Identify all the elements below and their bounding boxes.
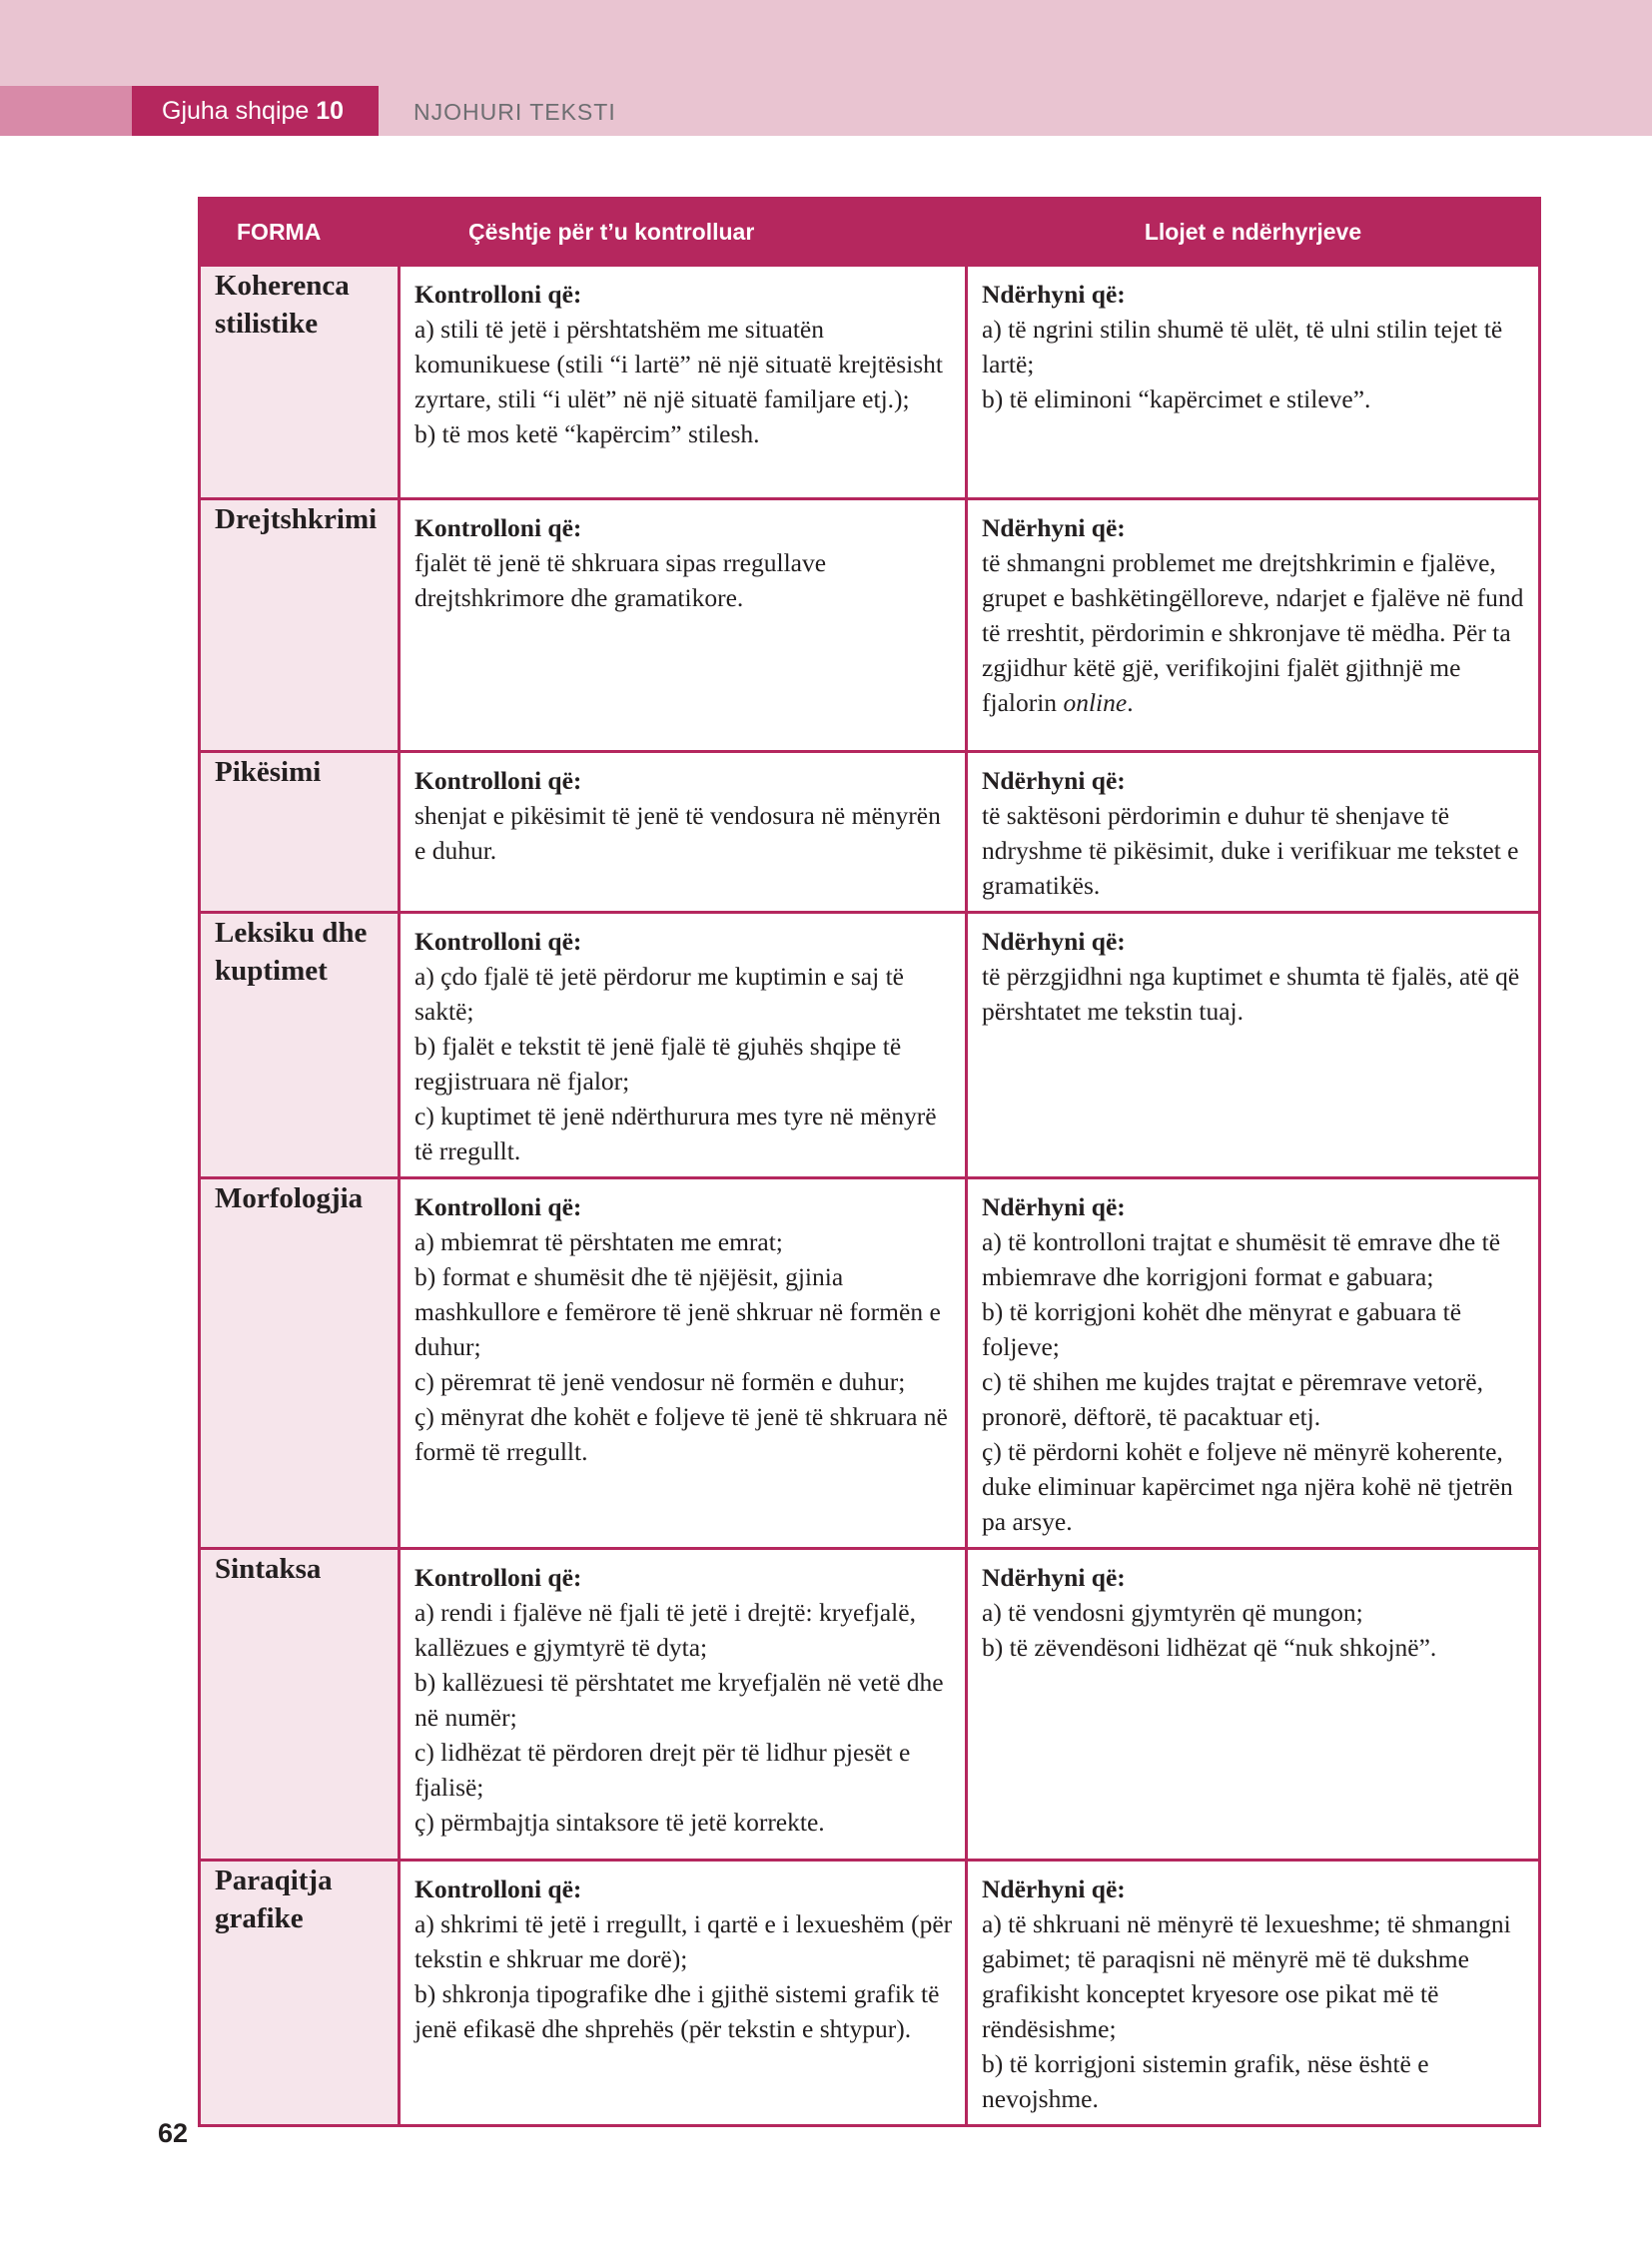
check-body: a) stili të jetë i përshtatshëm me situatën komunikuese (stili “i lartë” në një situatë krejtësisht zyrtare, stili “i ulët” në një situatë familjare etj.); b) të mos ketë “kapërcim” stilesh. (414, 315, 943, 448)
action-cell (967, 499, 1540, 752)
book-number: 10 (316, 97, 345, 125)
forma-cell: Paraqitja grafike (200, 1861, 400, 2126)
check-body: shenjat e pikësimit të jenë të vendosura në mënyrën e duhur. (414, 801, 941, 865)
check-cell (400, 1178, 967, 1549)
column-header-llojet: Llojet e ndërhyrjeve (967, 199, 1540, 266)
check-body: a) mbiemrat të përshtaten me emrat; b) format e shumësit dhe të njëjësit, gjinia mashkullore e femërore të jenë shkruar në formën e duhur; c) përemrat të jenë vendosur në formën e duhur; ç) mënyrat dhe kohët e foljeve të jenë të shkruara në formë të rregullt. (414, 1227, 948, 1466)
check-text (414, 312, 957, 451)
forma-cell: Drejtshkrimi (200, 499, 400, 752)
action-lead: Ndërhyni që: (982, 1874, 1126, 1903)
table-row (200, 913, 1540, 1178)
action-cell (967, 1861, 1540, 2126)
check-text (414, 1595, 957, 1840)
action-body: a) të shkruani në mënyrë të lexueshme; të shmangni gabimet; të paraqisni në mënyrë më të dukshme grafikisht konceptet kryesore ose pikat më të rëndësishme; b) të korrigjoni sistemin grafik, nëse është e nevojshme. (982, 1909, 1511, 2113)
action-body: a) të vendosni gjymtyrën që mungon; b) të zëvendësoni lidhëzat që “nuk shkojnë”. (982, 1598, 1437, 1662)
action-lead: Ndërhyni që: (982, 766, 1126, 795)
page-number: 62 (158, 2118, 189, 2148)
check-cell (400, 266, 967, 499)
section-title: NJOHURI TEKSTI (413, 99, 616, 125)
action-text (982, 545, 1530, 720)
action-body: të shmangni problemet me drejtshkrimin e fjalëve, grupet e bashkëtingëlloreve, ndarjet e fjalëve në fund të rreshtit, përdorimin e shkronjave të mëdha. Për ta zgjidhur këtë gjë, verifikojini fjalët gjithnjë me fjalorin (982, 548, 1524, 717)
check-cell (400, 1549, 967, 1861)
action-body: të përzgjidhni nga kuptimet e shumta të fjalës, atë që përshtatet me tekstin tuaj. (982, 962, 1520, 1026)
action-end: . (1127, 688, 1134, 717)
action-text (982, 959, 1530, 1029)
table-row (200, 1861, 1540, 2126)
action-lead: Ndërhyni që: (982, 513, 1126, 542)
check-lead: Kontrolloni që: (414, 513, 582, 542)
forma-cell: Morfologjia (200, 1178, 400, 1549)
book-title-tab (132, 86, 379, 136)
check-body: fjalët të jenë të shkruara sipas rregullave drejtshkrimore dhe gramatikore. (414, 548, 827, 612)
check-lead: Kontrolloni që: (414, 766, 582, 795)
editing-table (198, 197, 1541, 2127)
forma-cell: Pikësimi (200, 752, 400, 913)
check-cell (400, 1861, 967, 2126)
check-body: a) rendi i fjalëve në fjali të jetë i drejtë: kryefjalë, kallëzues e gjymtyrë të dyta; b) kallëzuesi të përshtatet me kryefjalën në vetë dhe në numër; c) lidhëzat të përdoren drejt për të lidhur pjesët e fjalisë; ç) përmbajtja sintaksore të jetë korrekte. (414, 1598, 944, 1837)
column-header-ceshtje: Çështje për t’u kontrolluar (400, 199, 967, 266)
header-tab-accent (0, 86, 132, 136)
table-row (200, 266, 1540, 499)
check-text (414, 1906, 957, 2046)
check-cell (400, 752, 967, 913)
check-lead: Kontrolloni që: (414, 1874, 582, 1903)
action-body: të saktësoni përdorimin e duhur të shenjave të ndryshme të pikësimit, duke i verifikuar me tekstet e gramatikës. (982, 801, 1519, 900)
action-body: a) të kontrolloni trajtat e shumësit të emrave dhe të mbiemrave dhe korrigjoni format e gabuara; b) të korrigjoni kohët dhe mënyrat e gabuara të foljeve; c) të shihen me kujdes trajtat e përemrave vetorë, pronorë, dëftorë, të pacaktuar etj. ç) të përdorni kohët e foljeve në mënyrë koherente, duke eliminuar kapërcimet nga njëra kohë në tjetrën pa arsye. (982, 1227, 1513, 1536)
forma-cell: Sintaksa (200, 1549, 400, 1861)
check-lead: Kontrolloni që: (414, 1192, 582, 1221)
forma-cell: Leksiku dhe kuptimet (200, 913, 400, 1178)
table-header-row (200, 199, 1540, 266)
table-row (200, 1178, 1540, 1549)
action-lead: Ndërhyni që: (982, 280, 1126, 309)
check-text (414, 959, 957, 1168)
action-italic: online (1063, 688, 1128, 717)
check-cell (400, 499, 967, 752)
check-body: a) çdo fjalë të jetë përdorur me kuptimin e saj të saktë; b) fjalët e tekstit të jenë fjalë të gjuhës shqipe të regjistruara në fjalor; c) kuptimet të jenë ndërthurura mes tyre në mënyrë të rregullt. (414, 962, 937, 1165)
table-row (200, 752, 1540, 913)
action-body: a) të ngrini stilin shumë të ulët, të ulni stilin tejet të lartë; b) të eliminoni “kapërcimet e stileve”. (982, 315, 1503, 413)
check-text (414, 1224, 957, 1469)
check-lead: Kontrolloni që: (414, 280, 582, 309)
check-text (414, 798, 957, 868)
action-lead: Ndërhyni që: (982, 927, 1126, 956)
action-text (982, 1595, 1530, 1665)
action-text (982, 1906, 1530, 2116)
action-lead: Ndërhyni që: (982, 1563, 1126, 1592)
table-row (200, 1549, 1540, 1861)
action-text (982, 798, 1530, 903)
action-lead: Ndërhyni që: (982, 1192, 1126, 1221)
check-lead: Kontrolloni që: (414, 1563, 582, 1592)
action-cell (967, 752, 1540, 913)
check-cell (400, 913, 967, 1178)
forma-cell: Koherenca stilistike (200, 266, 400, 499)
column-header-forma: FORMA (200, 199, 400, 266)
book-title: Gjuha shqipe (162, 97, 310, 125)
check-lead: Kontrolloni që: (414, 927, 582, 956)
check-body: a) shkrimi të jetë i rregullt, i qartë e i lexueshëm (për tekstin e shkruar me dorë); b) shkronja tipografike dhe i gjithë sistemi grafik të jenë efikasë dhe shprehës (për tekstin e shtypur). (414, 1909, 953, 2043)
check-text (414, 545, 957, 615)
table-row (200, 499, 1540, 752)
action-cell (967, 266, 1540, 499)
action-cell (967, 913, 1540, 1178)
action-text (982, 1224, 1530, 1539)
action-cell (967, 1549, 1540, 1861)
action-cell (967, 1178, 1540, 1549)
action-text (982, 312, 1530, 416)
